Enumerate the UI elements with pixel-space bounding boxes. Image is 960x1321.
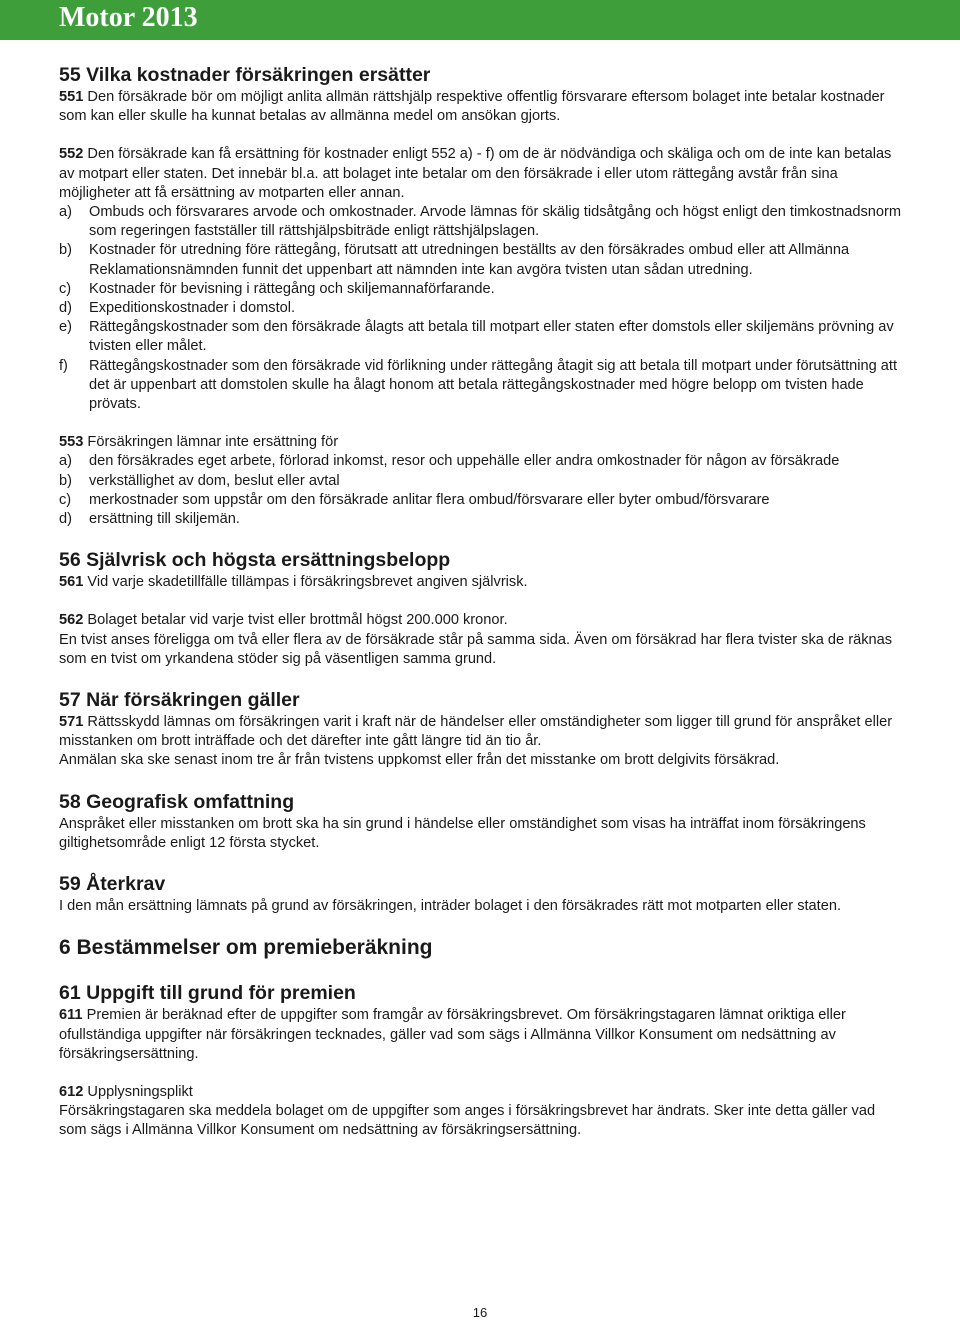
- list-text: ersättning till skiljemän.: [89, 511, 240, 528]
- list-text: merkostnader som uppstår om den försäkrade anlitar flera ombud/försvarare eller byter ombud/försvarare: [89, 491, 770, 508]
- list-marker: f): [59, 357, 68, 374]
- clause-text: Försäkringen lämnar inte ersättning för: [83, 434, 339, 451]
- clause-number: 562: [59, 612, 84, 629]
- list-item: [59, 452, 904, 471]
- list-item: [59, 491, 904, 510]
- paragraph-612-continued: Försäkringstagaren ska meddela bolaget om de uppgifter som anges i försäkringsbrevet har ändrats. Sker inte detta gäller vad som sägs i Allmänna Villkor Konsument om nedsättning av försäkringsersättning.: [59, 1103, 876, 1139]
- list-marker: a): [59, 453, 72, 470]
- paragraph-611: [59, 1006, 904, 1064]
- section-61-heading: 61 Uppgift till grund för premien: [59, 982, 356, 1005]
- clause-text: Premien är beräknad efter de uppgifter som framgår av försäkringsbrevet. Om försäkringstagaren lämnat oriktiga eller ofullständiga uppgifter när försäkringen tecknades, gäller vad som sägs i Allmänna Villkor Konsument om nedsättning av försäkringsersättning.: [59, 1007, 846, 1062]
- paragraph-553: [59, 433, 904, 452]
- clause-text: Upplysningsplikt: [83, 1083, 193, 1100]
- list-marker: b): [59, 472, 72, 489]
- section-57-heading: 57 När försäkringen gäller: [59, 689, 300, 712]
- list-text: Rättegångskostnader som den försäkrade ålagts att betala till motpart eller staten efter domstols eller skiljemäns prövning av tvisten eller målet.: [89, 319, 894, 355]
- section-59-heading: 59 Återkrav: [59, 873, 166, 896]
- list-text: Ombuds och försvarares arvode och omkostnader. Arvode lämnas för skälig tidsåtgång och högst enligt den timkostnadsnorm som regeringen fastställer till rättshjälpsbiträde enligt rättshjälpslagen.: [89, 204, 902, 240]
- chapter-6-heading: 6 Bestämmelser om premieberäkning: [59, 936, 433, 960]
- clause-text: Den försäkrade bör om möjligt anlita allmän rättshjälp respektive offentlig försvarare eftersom bolaget inte betalar kostnader som kan eller skulle ha kunnat betalas av allmänna medel om ansökan gjorts.: [59, 89, 885, 125]
- list-marker: e): [59, 319, 72, 336]
- paragraph-552: [59, 145, 904, 203]
- paragraph-571: [59, 713, 904, 751]
- list-text: Rättegångskostnader som den försäkrade vid förlikning under rättegång åtagit sig att betala till motpart under förutsättning att det är uppenbart att domstolen skulle ha ålagt honom att betala rättegångskostnader med högre belopp om tvisten hade prövats.: [89, 357, 897, 413]
- header-bar: [0, 0, 960, 40]
- section-55-heading: 55 Vilka kostnader försäkringen ersätter: [59, 64, 431, 86]
- list-text: Kostnader för bevisning i rättegång och skiljemannaförfarande.: [89, 280, 495, 297]
- list-text: verkställighet av dom, beslut eller avtal: [89, 472, 340, 489]
- paragraph-571-continued: Anmälan ska ske senast inom tre år från tvistens uppkomst eller från det misstanke om brott delgivits försäkrad.: [59, 752, 780, 769]
- list-marker: c): [59, 491, 72, 508]
- list-marker: c): [59, 280, 72, 297]
- document-title: Motor 2013: [59, 2, 198, 33]
- clause-number: 552: [59, 146, 84, 163]
- paragraph-59: I den mån ersättning lämnats på grund av försäkringen, inträder bolaget i den försäkrades rätt mot motparten eller staten.: [59, 898, 842, 915]
- clause-text: Bolaget betalar vid varje tvist eller brottmål högst 200.000 kronor.: [83, 612, 508, 629]
- section-56-heading: 56 Självrisk och högsta ersättningsbelopp: [59, 549, 451, 572]
- list-text: den försäkrades eget arbete, förlorad inkomst, resor och uppehälle eller andra omkostnader för någon av försäkrade: [89, 453, 840, 470]
- clause-number: 611: [59, 1007, 83, 1024]
- clause-text: Den försäkrade kan få ersättning för kostnader enligt 552 a) - f) om de är nödvändiga och skäliga och om de inte kan betalas av motpart eller staten. Det innebär bl.a. att bolaget inte betalar om den försäkrade i eller utom rättegång avstår från sina möjligheter att få ersättning av motparten eller annan.: [59, 146, 892, 201]
- list-marker: a): [59, 204, 72, 221]
- paragraph-562: [59, 611, 904, 630]
- list-item: [59, 203, 904, 241]
- page-number: 16: [472, 1305, 488, 1320]
- list-marker: d): [59, 511, 72, 528]
- clause-number: 571: [59, 714, 84, 731]
- list-item: [59, 241, 904, 279]
- list-item: [59, 357, 904, 415]
- clause-number: 612: [59, 1083, 84, 1100]
- paragraph-612: [59, 1083, 904, 1102]
- paragraph-561: [59, 573, 904, 592]
- paragraph-58: Anspråket eller misstanken om brott ska ha sin grund i händelse eller omständighet som visas ha inträffat inom försäkringens giltighetsområde enligt 12 första stycket.: [59, 815, 866, 851]
- clause-number: 553: [59, 434, 84, 451]
- paragraph-562-continued: En tvist anses föreligga om två eller flera av de försäkrade står på samma sida. Även om försäkrad har flera tvister ska de räknas som en tvist om yrkandena stöder sig på väsentligen samma grund.: [59, 631, 893, 667]
- page-content: [59, 62, 904, 1141]
- list-marker: d): [59, 300, 72, 317]
- list-text: Kostnader för utredning före rättegång, förutsatt att utredningen beställts av den försäkrades ombud eller att Allmänna Reklamationsnämnden funnit det uppenbart att nämnden inte kan avgöra tvisten utan sådan utredning.: [89, 242, 850, 278]
- list-text: Expeditionskostnader i domstol.: [89, 300, 296, 317]
- list-item: [59, 299, 904, 318]
- clause-number: 561: [59, 574, 84, 591]
- section-58-heading: 58 Geografisk omfattning: [59, 790, 295, 813]
- list-marker: b): [59, 242, 72, 259]
- list-item: [59, 472, 904, 491]
- clause-number: 551: [59, 89, 84, 105]
- clause-text: Vid varje skadetillfälle tillämpas i försäkringsbrevet angiven självrisk.: [83, 574, 528, 591]
- list-item: [59, 280, 904, 299]
- clause-text: Rättsskydd lämnas om försäkringen varit i kraft när de händelser eller omständigheter som ligger till grund för anspråket eller misstanken om brott inträffade och det därefter inte gått längre tid än tio år.: [59, 714, 893, 750]
- list-item: [59, 318, 904, 356]
- paragraph-551: [59, 88, 904, 126]
- list-item: [59, 510, 904, 529]
